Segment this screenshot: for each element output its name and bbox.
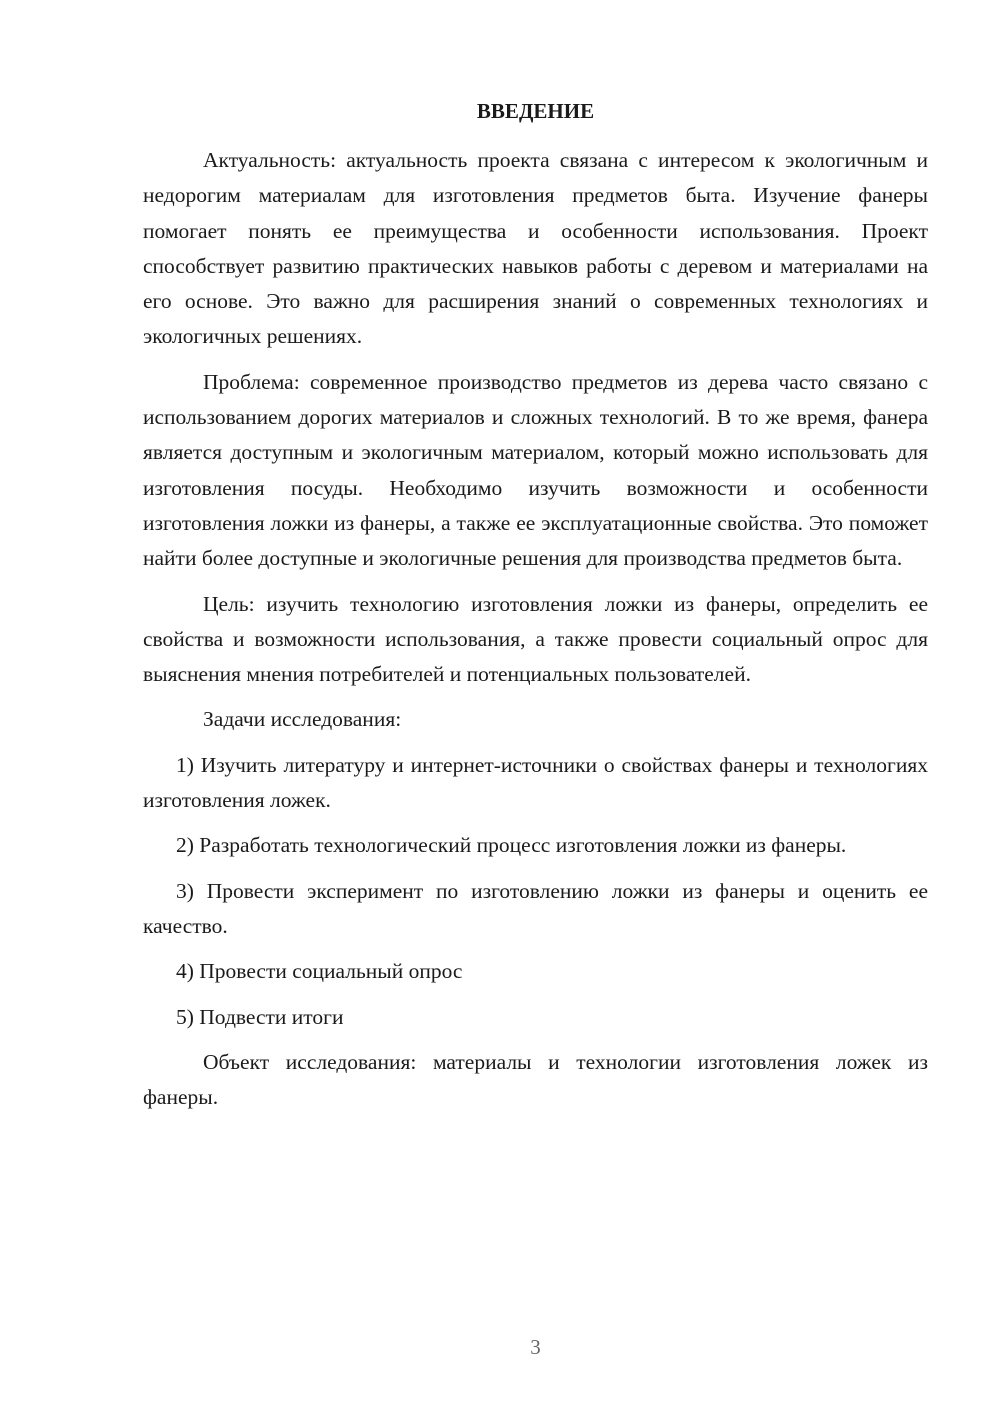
task-item-2: 2) Разработать технологический процесс изготовления ложки из фанеры.	[176, 833, 847, 858]
task-item-3: 3) Провести эксперимент по изготовлению ложки из фанеры и оценить ее качество.	[143, 878, 928, 938]
problem-paragraph: Проблема: современное производство предметов из дерева часто связано с использованием дорогих материалов и сложных технологий. В то же время, фанера является доступным и экологичным материалом, который можно использовать для изготовления посуды. Необходимо изучить возможности и особенности изготовления ложки из фанеры, а также ее эксплуатационные свойства. Это поможет найти более доступные и экологичные решения для производства предметов быта.	[143, 369, 928, 571]
task-item-4: 4) Провести социальный опрос	[176, 959, 463, 984]
tasks-heading: Задачи исследования:	[203, 707, 402, 732]
goal-paragraph: Цель: изучить технологию изготовления ложки из фанеры, определить ее свойства и возможности использования, а также провести социальный опрос для выяснения мнения потребителей и потенциальных пользователей.	[143, 591, 928, 687]
section-title: ВВЕДЕНИЕ	[476, 99, 595, 123]
page-number: 3	[530, 1335, 541, 1359]
document-page	[143, 0, 928, 1414]
task-item-5: 5) Подвести итоги	[176, 1004, 344, 1029]
task-item-1: 1) Изучить литературу и интернет-источники о свойствах фанеры и технологиях изготовления ложек.	[143, 752, 928, 813]
relevance-paragraph: Актуальность: актуальность проекта связана с интересом к экологичным и недорогим материалам для изготовления предметов быта. Изучение фанеры помогает понять ее преимущества и особенности использования. Проект способствует развитию практических навыков работы с деревом и материалами на его основе. Это важно для расширения знаний о современных технологиях и экологичных решениях.	[143, 148, 928, 349]
object-paragraph: Объект исследования: материалы и технологии изготовления ложек из фанеры.	[143, 1049, 928, 1110]
document-body	[143, 143, 928, 1125]
